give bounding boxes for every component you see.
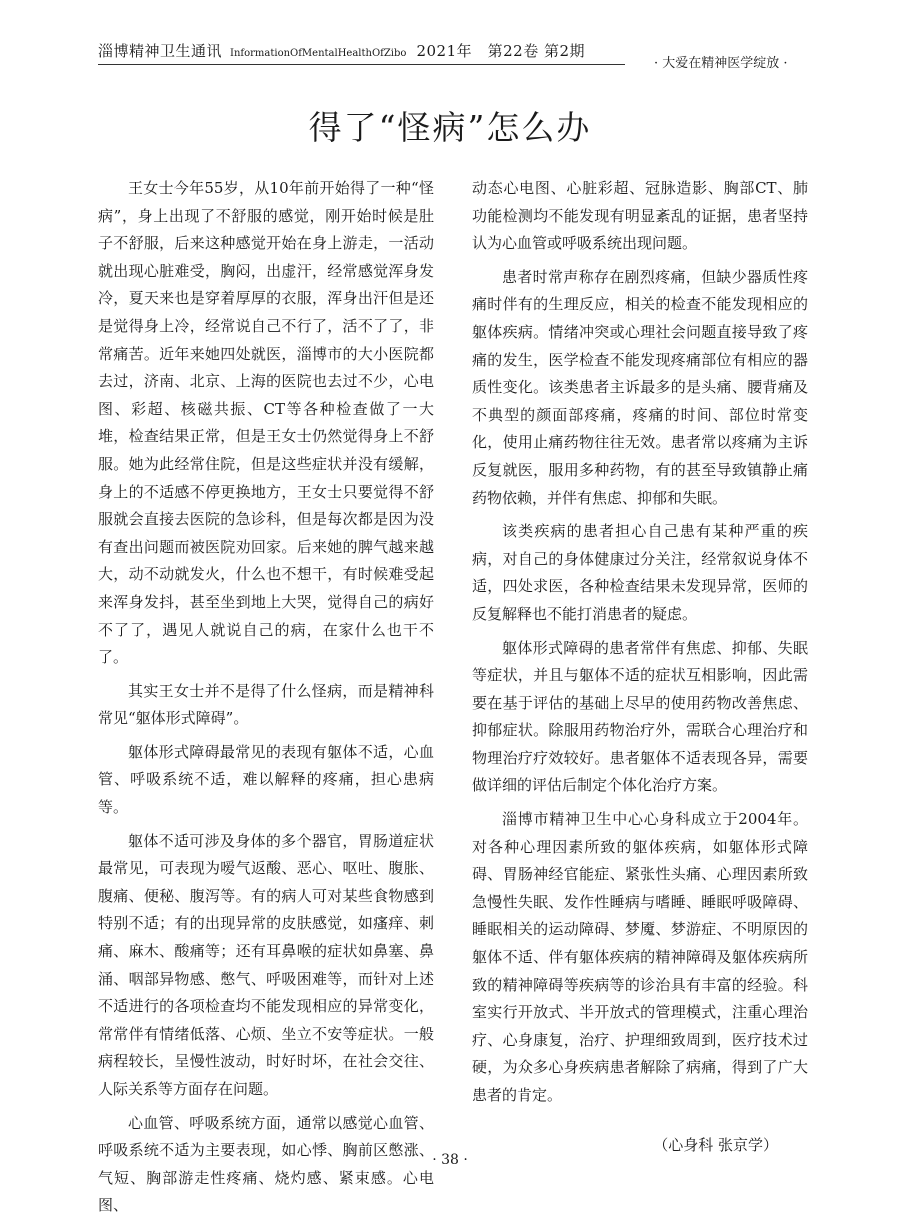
header-rule (98, 64, 625, 65)
paragraph: 该类疾病的患者担心自己患有某种严重的疾病，对自己的身体健康过分关注，经常叙说身体不适，四处求医，各种检查结果未发现异常，医师的反复解释也不能打消患者的疑虑。 (472, 522, 808, 623)
left-column (98, 175, 434, 1226)
paragraph: 动态心电图、心脏彩超、冠脉造影、胸部CT、肺功能检测均不能发现有明显紊乱的证据，患者坚持认为心血管或呼吸系统出现问题。 (472, 179, 808, 253)
paragraph: 王女士今年55岁，从10年前开始得了一种“怪病”，身上出现了不舒服的感觉，刚开始时候是肚子不舒服，后来这种感觉开始在身上游走，一活动就出现心脏难受，胸闷，出虚汗，经常感觉浑身发冷，夏天来也是穿着厚厚的衣服，浑身出汗但是还是觉得身上冷，经常说自己不行了，活不了了，非常痛苦。近年来她四处就医，淄博市的大小医院都去过，济南、北京、上海的医院也去过不少，心电图、彩超、核磁共振、CT等各种检查做了一大堆，检查结果正常，但是王女士仍然觉得身上不舒服。她为此经常住院，但是这些症状并没有缓解，身上的不适感不停更换地方，王女士只要觉得不舒服就会直接去医院的急诊科，但是每次都是因为没有查出问题而被医院劝回家。后来她的脾气越来越大，动不动就发火，什么也不想干，有时候难受起来浑身发抖，甚至坐到地上大哭，觉得自己的病好不了了，遇见人就说自己的病，在家什么也干不了。 (98, 179, 434, 667)
paragraph: 心血管、呼吸系统方面，通常以感觉心血管、呼吸系统不适为主要表现，如心悸、胸前区憋涨、气短、胸部游走性疼痛、烧灼感、紧束感。心电图、 (98, 1113, 434, 1215)
paragraph: 其实王女士并不是得了什么怪病，而是精神科常见“躯体形式障碍”。 (98, 681, 434, 728)
paragraph: 躯体形式障碍最常见的表现有躯体不适，心血管、呼吸系统不适，难以解释的疼痛，担心患病等。 (98, 742, 434, 817)
paragraph: 淄博市精神卫生中心心身科成立于2004年。对各种心理因素所致的躯体疾病，如躯体形式障碍、胃肠神经官能症、紧张性头痛、心理因素所致急慢性失眠、发作性睡病与嗜睡、睡眠呼吸障碍、睡眠相关的运动障碍、梦魇、梦游症、不明原因的躯体不适、伴有躯体疾病的精神障碍及躯体疾病所致的精神障碍等疾病等的诊治具有丰富的经验。科室实行开放式、半开放式的管理模式，注重心理治疗、心身康复，治疗、护理细致周到，医疗技术过硬，为众多心身疾病患者解除了病痛，得到了广大患者的肯定。 (472, 810, 808, 1104)
journal-header (98, 40, 585, 61)
article-title: 得了“怪病”怎么办 (308, 108, 592, 147)
journal-title-en: InformationOfMentalHealthOfZibo (230, 48, 407, 59)
journal-issue: 2021年 第22卷 第2期 (416, 42, 586, 60)
paragraph: 患者时常声称存在剧烈疼痛，但缺少器质性疼痛时伴有的生理反应，相关的检查不能发现相应的躯体疾病。情绪冲突或心理社会问题直接导致了疼痛的发生，医学检查不能发现疼痛部位有相应的器质性变化。该类患者主诉最多的是头痛、腰背痛及不典型的颜面部疼痛，疼痛的时间、部位时常变化，使用止痛药物往往无效。患者常以疼痛为主诉反复就医，服用多种药物，有的甚至导致镇静止痛药物依赖，并伴有焦虑、抑郁和失眠。 (472, 267, 808, 507)
page-number: · 38 · (432, 1152, 468, 1168)
author-signature: （心身科 张京学） (653, 1135, 778, 1154)
paragraph: 躯体形式障碍的患者常伴有焦虑、抑郁、失眠等症状，并且与躯体不适的症状互相影响，因此需要在基于评估的基础上尽早的使用药物改善焦虑、抑郁症状。除服用药物治疗外，需联合心理治疗和物理治疗疗效较好。患者躯体不适表现各异，需要做详细的评估后制定个体化治疗方案。 (472, 638, 808, 795)
right-column (472, 175, 808, 1165)
journal-title-cn: 淄博精神卫生通讯 (98, 42, 223, 60)
paragraph: 躯体不适可涉及身体的多个器官，胃肠道症状最常见，可表现为嗳气返酸、恶心、呕吐、腹胀、腹痛、便秘、腹泻等。有的病人可对某些食物感到特别不适；有的出现异常的皮肤感觉，如瘙痒、刺痛、麻木、酸痛等；还有耳鼻喉的症状如鼻塞、鼻涌、咽部异物感、憋气、呼吸困难等，而针对上述不适进行的各项检查均不能发现相应的异常变化，常常伴有情绪低落、心烦、坐立不安等症状。一般病程较长，呈慢性波动，时好时坏，在社会交往、人际关系等方面存在问题。 (98, 831, 434, 1098)
header-slogan: · 大爱在精神医学绽放 · (654, 56, 788, 71)
